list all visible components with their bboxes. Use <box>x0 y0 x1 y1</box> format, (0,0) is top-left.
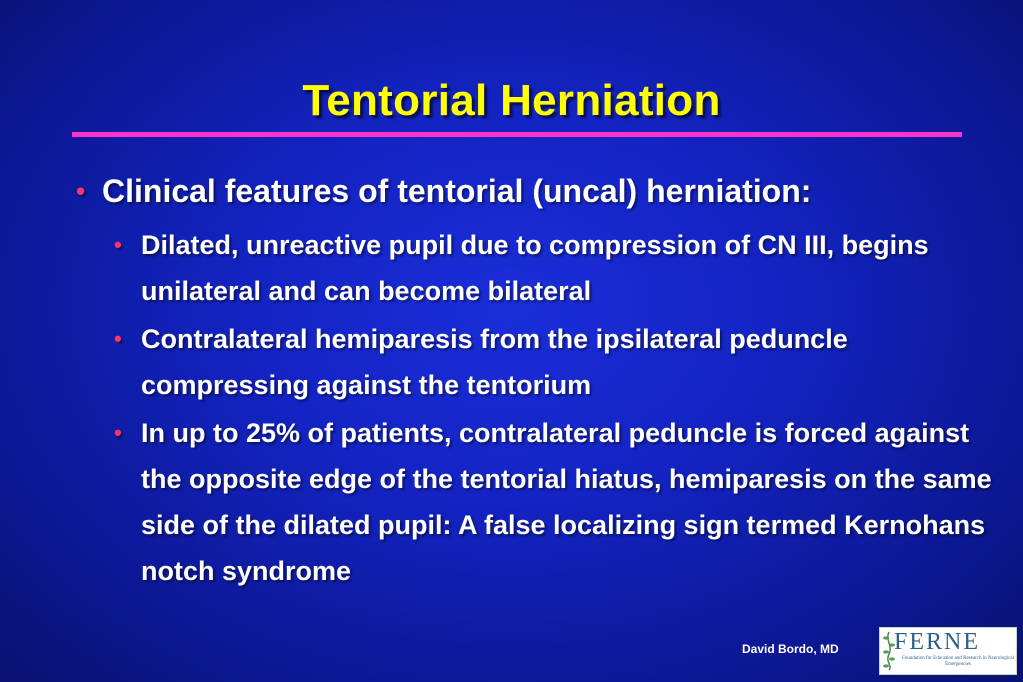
main-bullet <box>76 168 1016 214</box>
logo-subtitle: Foundation for Education and Research in Neurological Emergencies <box>902 656 1014 667</box>
slide-title: Tentorial Herniation <box>302 76 721 125</box>
sub-bullet-text: Contralateral hemiparesis from the ipsilateral peduncle compressing against the tentorium <box>141 324 848 400</box>
logo-letters: FERNE <box>894 629 981 655</box>
bullet-dot-icon: • <box>76 176 86 206</box>
sub-bullet-text: In up to 25% of patients, contralateral peduncle is forced against the opposite edge of the tentorial hiatus, hemiparesis on the same side of the dilated pupil: A false localizing sign termed Kernohans notch syndrome <box>141 418 992 586</box>
bullet-dot-icon: • <box>114 420 122 445</box>
sub-bullet-text: Dilated, unreactive pupil due to compression of CN III, begins unilateral and can become bilateral <box>141 230 929 306</box>
sub-bullet <box>114 316 1014 408</box>
sub-bullet <box>114 222 1014 314</box>
main-bullet-text: Clinical features of tentorial (uncal) herniation: <box>102 173 812 209</box>
author-credit: David Bordo, MD <box>742 642 839 656</box>
title-underline <box>72 132 962 137</box>
bullet-dot-icon: • <box>114 232 122 257</box>
bullet-dot-icon: • <box>114 326 122 351</box>
ferne-logo <box>879 627 1017 675</box>
sub-bullet <box>114 410 1014 594</box>
